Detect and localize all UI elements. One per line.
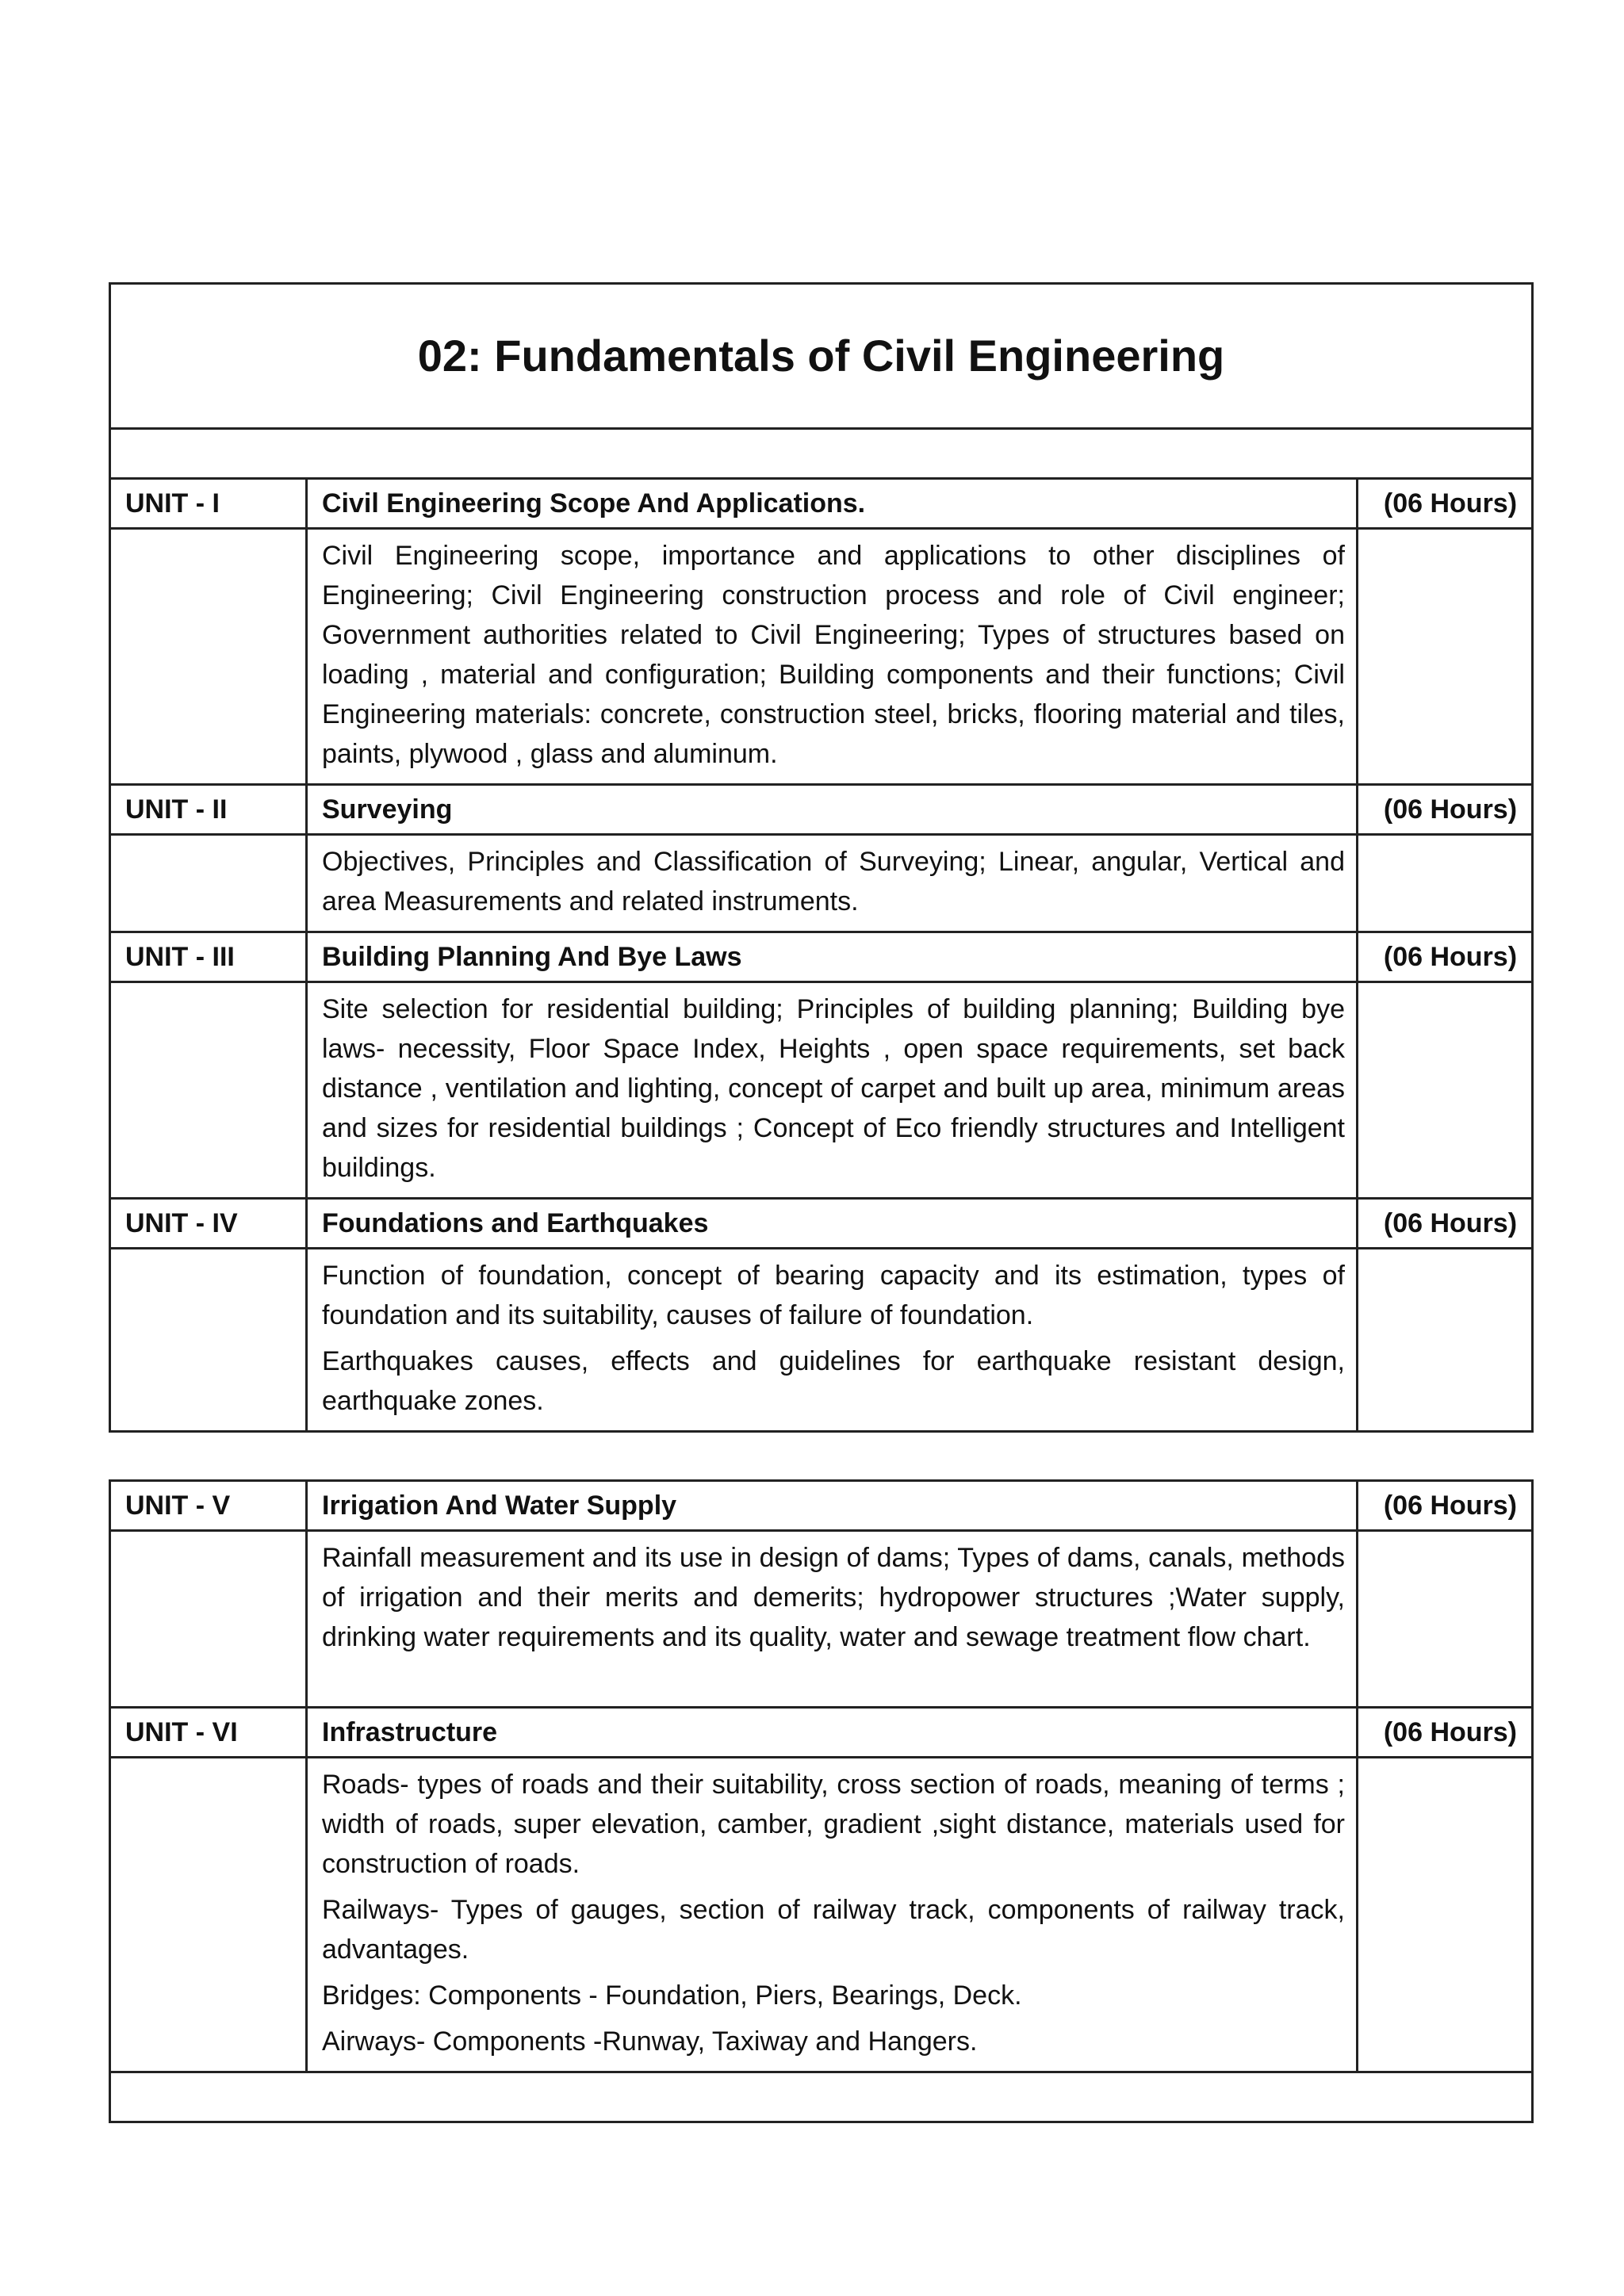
unit-header-row <box>110 1199 1533 1249</box>
unit-header-row <box>110 1481 1533 1531</box>
unit-title: Irrigation And Water Supply <box>307 1481 1358 1531</box>
unit-content-row <box>110 982 1533 1199</box>
unit-description <box>307 982 1358 1199</box>
unit-header-row <box>110 785 1533 835</box>
unit-paragraph: Airways- Components -Runway, Taxiway and Hangers. <box>322 2026 978 2057</box>
unit-hours: (06 Hours) <box>1358 785 1533 835</box>
unit-title: Foundations and Earthquakes <box>307 1199 1358 1249</box>
spacer-row <box>110 429 1533 479</box>
unit-paragraph: Railways- Types of gauges, section of railway track, components of railway track, advantages. <box>322 1895 1345 1965</box>
unit-paragraph: Objectives, Principles and Classification of Surveying; Linear, angular, Vertical and area Measurements and related instruments. <box>322 847 1345 916</box>
unit-label: UNIT - II <box>110 785 307 835</box>
course-title: 02: Fundamentals of Civil Engineering <box>110 284 1533 429</box>
unit-title: Surveying <box>307 785 1358 835</box>
unit-content-row <box>110 1531 1533 1708</box>
unit-label: UNIT - III <box>110 932 307 982</box>
unit-paragraph: Civil Engineering scope, importance and applications to other disciplines of Engineering; Civil Engineering construction process and role of Civil engineer; Government authorities related to Civil Engineering; Types of structures based on loading , material and configuration; Building components and their functions; Civil Engineering materials: concrete, construction steel, bricks, flooring material and tiles, paints, plywood , glass and aluminum. <box>322 541 1345 769</box>
unit-title: Infrastructure <box>307 1708 1358 1758</box>
unit-paragraph: Site selection for residential building; Principles of building planning; Building bye laws- necessity, Floor Space Index, Heights , open space requirements, set back distance , ventilation and lighting, concept of carpet and built up area, minimum areas and sizes for residential buildings ; Concept of Eco friendly structures and Intelligent buildings. <box>322 994 1345 1183</box>
unit-header-row <box>110 932 1533 982</box>
unit-content-row <box>110 1758 1533 2072</box>
unit-label: UNIT - I <box>110 479 307 529</box>
table-footer-row <box>110 2072 1533 2122</box>
unit-paragraph: Function of foundation, concept of bearing capacity and its estimation, types of foundation and its suitability, causes of failure of foundation. <box>322 1261 1345 1330</box>
unit-paragraph: Earthquakes causes, effects and guidelines for earthquake resistant design, earthquake zones. <box>322 1346 1345 1416</box>
unit-content-row <box>110 835 1533 932</box>
unit-content-row <box>110 1249 1533 1432</box>
unit-label: UNIT - VI <box>110 1708 307 1758</box>
unit-hours: (06 Hours) <box>1358 1708 1533 1758</box>
unit-paragraph: Bridges: Components - Foundation, Piers, Bearings, Deck. <box>322 1980 1022 2011</box>
unit-content-row <box>110 529 1533 785</box>
unit-description <box>307 529 1358 785</box>
unit-header-row <box>110 1708 1533 1758</box>
unit-paragraph: Rainfall measurement and its use in design of dams; Types of dams, canals, methods of irrigation and their merits and demerits; hydropower structures ;Water supply, drinking water requirements and its quality, water and sewage treatment flow chart. <box>322 1543 1345 1652</box>
unit-description <box>307 1531 1358 1708</box>
unit-label: UNIT - IV <box>110 1199 307 1249</box>
unit-hours: (06 Hours) <box>1358 932 1533 982</box>
unit-description <box>307 1249 1358 1432</box>
unit-label: UNIT - V <box>110 1481 307 1531</box>
unit-hours: (06 Hours) <box>1358 1199 1533 1249</box>
unit-paragraph: Roads- types of roads and their suitability, cross section of roads, meaning of terms ; width of roads, super elevation, camber, gradient ,sight distance, materials used for construction of roads. <box>322 1770 1345 1879</box>
syllabus-table-part-2 <box>109 1479 1534 2123</box>
unit-title: Building Planning And Bye Laws <box>307 932 1358 982</box>
unit-title: Civil Engineering Scope And Applications. <box>307 479 1358 529</box>
syllabus-table-part-1 <box>109 282 1534 1433</box>
unit-hours: (06 Hours) <box>1358 1481 1533 1531</box>
unit-hours: (06 Hours) <box>1358 479 1533 529</box>
unit-description <box>307 835 1358 932</box>
unit-description <box>307 1758 1358 2072</box>
unit-header-row <box>110 479 1533 529</box>
